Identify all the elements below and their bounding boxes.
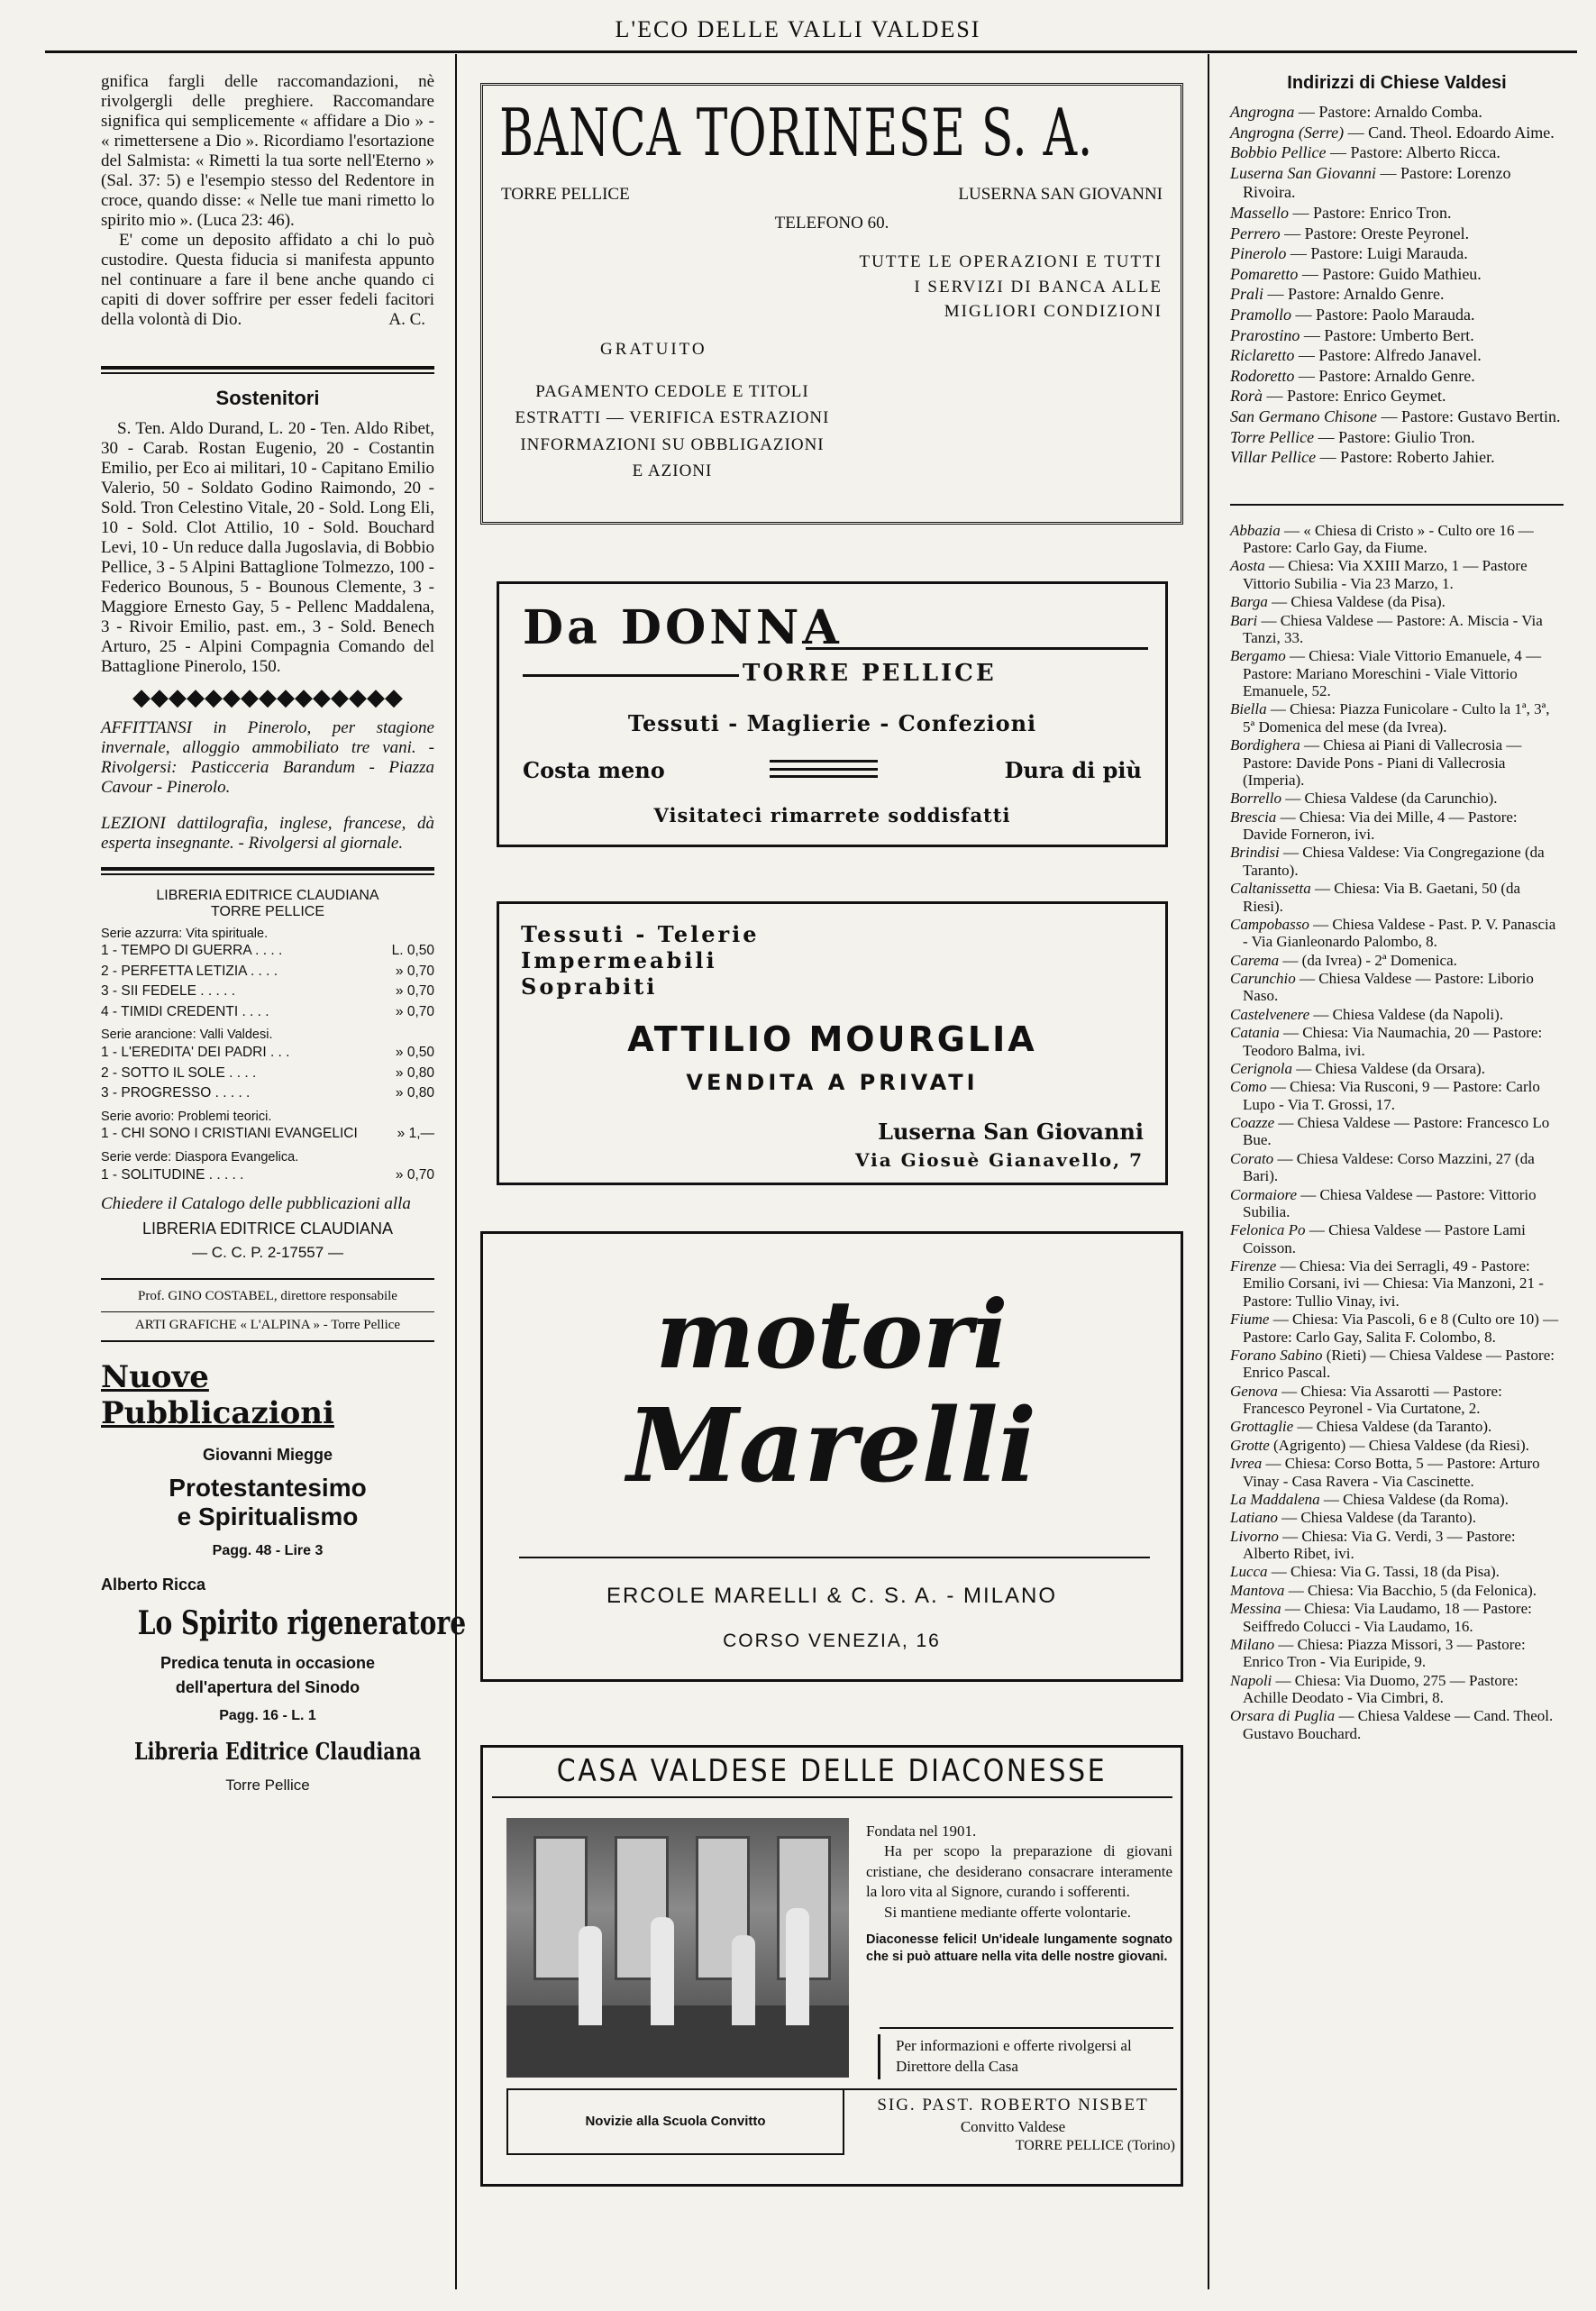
church-town: Luserna San Giovanni — [1230, 163, 1376, 182]
diaconesse-ad — [480, 1745, 1183, 2187]
church-address — [1230, 1672, 1564, 1707]
banca-phone: TELEFONO 60. — [774, 214, 889, 233]
pub1-title-2: e Spiritualismo — [177, 1503, 359, 1531]
church-address — [1230, 1491, 1564, 1508]
church-address — [1230, 1150, 1564, 1185]
photo-caption-box — [506, 2088, 844, 2155]
diaconesse-director: SIG. PAST. ROBERTO NISBET Convitto Valdese TORRE PELLICE (Torino) — [877, 2096, 1175, 2153]
church-address — [1230, 700, 1564, 735]
church-town: Carema — [1230, 951, 1280, 969]
rule — [101, 1278, 434, 1280]
book-price: » 0,50 — [395, 1045, 434, 1061]
church-town: Mantova — [1230, 1581, 1285, 1599]
donna-right: Dura di più — [1004, 757, 1142, 783]
marelli-address: CORSO VENEZIA, 16 — [723, 1630, 941, 1651]
church-town: Perrero — [1230, 224, 1281, 242]
arti-grafiche-line: ARTI GRAFICHE « L'ALPINA » - Torre Pellice — [134, 1318, 401, 1333]
church-town: Orsara di Puglia — [1230, 1707, 1336, 1725]
church-address — [1230, 1078, 1564, 1113]
ccp-number: — C. C. P. 2-17557 — — [192, 1243, 343, 1261]
sostenitori-list: S. Ten. Aldo Durand, L. 20 - Ten. Aldo Ribet, 30 - Carab. Rostan Eugenio, 20 - Costantin Emilio, per Eco ai militari, 10 - Capitano Emilio Valerio, 50 - Soldato Godino Raimondo, 20 - Sold. Tron Celestino Vitale, 20 - Sold. Long Eli, 10 - Sold. Clot Attilio, 10 - Sold. Bouchard Levi, 10 - Un reduce dalla Jugoslavia, di Bobbio Pellice, 3 - 5 Alpini Battaglione Tolmezzo, 100 - Federico Bounous, 5 - Bounous Clemente, 3 - Maggiore Ernesto Gay, 5 - Pellenc Maddalena, 3 - Rivoir Emilio, past. em., 3 - Sold. Benech Arturo, 25 - Alpini Compagnia Comando del Battaglione Pinerolo, 150. — [101, 418, 434, 677]
church-town: Angrogna (Serre) — [1230, 123, 1345, 142]
pub2-pages: Pagg. 16 - L. 1 — [219, 1707, 316, 1723]
church-town: Cormaiore — [1230, 1185, 1297, 1203]
church-town: Fiume — [1230, 1311, 1270, 1329]
church-address — [1230, 103, 1564, 123]
rule — [523, 674, 739, 677]
book-title: 1 - SOLITUDINE . . . . . — [101, 1166, 244, 1183]
donna-slogan: Visitateci rimarrete soddisfatti — [653, 804, 1011, 827]
church-address — [1230, 1582, 1564, 1599]
church-address — [1230, 143, 1564, 163]
church-details: — Chiesa Valdese — Cand. Theol. Gustavo Bouchard. — [1243, 1707, 1554, 1742]
banca-list: PAGAMENTO CEDOLE E TITOLI ESTRATTI — VERIFICA ESTRAZIONI INFORMAZIONI SU OBBLIGAZIONI E AZIONI — [515, 382, 830, 481]
book-title: 1 - CHI SONO I CRISTIANI EVANGELICI — [101, 1126, 358, 1142]
church-address — [1230, 123, 1564, 143]
church-town: Forano Sabino — [1230, 1346, 1323, 1364]
church-details: — Pastore: Alfredo Janavel. — [1294, 346, 1482, 365]
church-town: Pinerolo — [1230, 244, 1287, 263]
church-address — [1230, 1509, 1564, 1526]
church-details: — Chiesa: Via Rusconi, 9 — Pastore: Carlo Lupo - Via T. Grossi, 17. — [1243, 1078, 1540, 1113]
church-details: (Agrigento) — Chiesa Valdese (da Riesi). — [1269, 1436, 1529, 1454]
donna-name: Da DONNA — [523, 600, 843, 655]
book-price: » 1,— — [397, 1126, 434, 1142]
church-address — [1230, 844, 1564, 879]
church-details: — Chiesa: Via Assarotti — Pastore: Francesco Peyronel - Via Curtatone, 2. — [1243, 1382, 1502, 1418]
intro-signature: A. C. — [388, 310, 425, 330]
church-address — [1230, 326, 1564, 346]
church-town: Milano — [1230, 1635, 1275, 1653]
affittansi-notice: AFFITTANSI in Pinerolo, per stagione invernale, alloggio ammobiliato tre vani. - Rivolgersi: Pasticceria Barandum - Piazza Cavour - Pinerolo. — [101, 718, 434, 798]
rule — [101, 1311, 434, 1312]
church-address — [1230, 387, 1564, 406]
church-details: — Pastore: Roberto Jahier. — [1316, 448, 1495, 467]
book-title: 4 - TIMIDI CREDENTI . . . . — [101, 1003, 269, 1019]
church-town: Ivrea — [1230, 1455, 1263, 1473]
church-details: — Pastore: Arnaldo Genre. — [1294, 366, 1475, 385]
church-address — [1230, 970, 1564, 1005]
church-details: — Chiesa: Via dei Serragli, 49 - Pastore: Emilio Corsani, ivi — Chiesa: Via Manzoni, 21 - Pastore: Tullio Vinay, ivi. — [1243, 1257, 1544, 1310]
church-address — [1230, 306, 1564, 325]
church-town: Villar Pellice — [1230, 448, 1317, 467]
church-town: Prarostino — [1230, 325, 1300, 344]
church-address — [1230, 1347, 1564, 1382]
book-title: 3 - PROGRESSO . . . . . — [101, 1085, 251, 1101]
church-details: (Rieti) — Chiesa Valdese — Pastore: Enrico Pascal. — [1243, 1346, 1555, 1382]
church-town: Rorà — [1230, 387, 1263, 406]
pub1-author: Giovanni Miegge — [202, 1446, 333, 1465]
chiese-title: Indirizzi di Chiese Valdesi — [1287, 73, 1507, 93]
church-address — [1230, 1707, 1564, 1742]
chiese-italia-list — [1230, 522, 1564, 1743]
church-details: — Pastore: Enrico Geymet. — [1263, 387, 1446, 406]
church-address — [1230, 367, 1564, 387]
pub1-pages: Pagg. 48 - Lire 3 — [212, 1542, 324, 1558]
church-town: Aosta — [1230, 557, 1265, 575]
church-town: Lucca — [1230, 1563, 1268, 1581]
column-divider-left — [455, 54, 457, 2289]
church-details: — Chiesa Valdese — Pastore: Francesco Lo Bue. — [1243, 1114, 1550, 1149]
church-details: — Chiesa Valdese — Pastore: Liborio Naso. — [1243, 970, 1534, 1005]
church-details: — Chiesa Valdese: Corso Mazzini, 27 (da Bari). — [1243, 1149, 1535, 1185]
libreria-title: LIBRERIA EDITRICE CLAUDIANA — [156, 887, 379, 903]
church-address — [1230, 916, 1564, 951]
church-address — [1230, 1114, 1564, 1149]
church-details: — Chiesa: Via dei Mille, 4 — Pastore: Davide Forneron, ivi. — [1243, 808, 1518, 844]
church-town: Firenze — [1230, 1257, 1277, 1275]
church-town: Corato — [1230, 1149, 1274, 1167]
church-town: Bergamo — [1230, 647, 1286, 665]
diaconesse-slogan: Diaconesse felici! Un'ideale lungamente sognato che si può attuare nella vita delle nostre giovani. — [866, 1932, 1172, 1965]
church-address — [1230, 612, 1564, 647]
banca-city-1: TORRE PELLICE — [501, 185, 630, 204]
church-details: — Chiesa: Via Pascoli, 6 e 8 (Culto ore 10) — Pastore: Carlo Gay, Salita F. Colombo, 8. — [1243, 1311, 1559, 1346]
church-address — [1230, 1383, 1564, 1418]
column-divider-right — [1208, 54, 1209, 2289]
church-town: Barga — [1230, 593, 1268, 611]
banca-name: BANCA TORINESE S. A. — [499, 95, 1094, 170]
church-address — [1230, 647, 1564, 699]
church-address — [1230, 557, 1564, 592]
church-town: Castelvenere — [1230, 1005, 1310, 1023]
church-details: — Pastore: Oreste Peyronel. — [1280, 224, 1470, 242]
rule — [519, 1557, 1150, 1558]
church-address — [1230, 1600, 1564, 1635]
marelli-line-1: motori — [655, 1279, 1008, 1390]
church-town: Abbazia — [1230, 521, 1281, 539]
church-details: — Chiesa Valdese - Past. P. V. Panascia - Via Gianleonardo Palombo, 8. — [1243, 915, 1556, 951]
chiese-valli-list — [1230, 103, 1564, 468]
church-details: — Chiesa: Piazza Missori, 3 — Pastore: Enrico Tron - Via Euripide, 9. — [1243, 1635, 1526, 1671]
church-address — [1230, 224, 1564, 244]
church-town: Pramollo — [1230, 305, 1292, 324]
diaconesse-title: CASA VALDESE DELLE DIACONESSE — [556, 1753, 1108, 1789]
church-details: — Chiesa Valdese (da Pisa). — [1267, 593, 1446, 611]
church-details: — Pastore: Luigi Marauda. — [1286, 244, 1468, 263]
church-town: Messina — [1230, 1600, 1281, 1618]
church-town: Felonica Po — [1230, 1221, 1306, 1239]
lezioni-notice: LEZIONI dattilografia, inglese, francese, dà esperta insegnante. - Rivolgersi al giornale. — [101, 814, 434, 854]
church-details: — (da Ivrea) - 2ª Domenica. — [1279, 951, 1457, 969]
donna-goods: Tessuti - Maglierie - Confezioni — [627, 710, 1037, 736]
church-address — [1230, 448, 1564, 468]
diaconesse-founded: Fondata nel 1901. — [866, 1822, 977, 1840]
banca-services: TUTTE LE OPERAZIONI E TUTTI I SERVIZI DI BANCA ALLE MIGLIORI CONDIZIONI — [859, 252, 1163, 322]
mourglia-goods: Tessuti - Telerie Impermeabili Soprabiti — [521, 921, 760, 1000]
church-details: — Chiesa Valdese — Pastore: Vittorio Subilia. — [1243, 1185, 1537, 1220]
church-details: — Pastore: Paolo Marauda. — [1291, 305, 1475, 324]
series-label: Serie arancione: Valli Valdesi. — [101, 1028, 273, 1043]
direttore-line: Prof. GINO COSTABEL, direttore responsabile — [138, 1288, 397, 1303]
church-details: — Pastore: Alberto Ricca. — [1326, 143, 1500, 162]
church-details: — Pastore: Giulio Tron. — [1314, 427, 1475, 446]
rule — [492, 1796, 1172, 1798]
rule — [101, 1340, 434, 1342]
pub-place: Torre Pellice — [225, 1777, 310, 1795]
libreria-place: TORRE PELLICE — [211, 904, 324, 920]
church-town: Brindisi — [1230, 844, 1280, 862]
nuove-pubblicazioni-title: Nuove Pubblicazioni — [101, 1359, 334, 1431]
church-details: — Pastore: Gustavo Bertin. — [1377, 406, 1561, 425]
church-details: — Chiesa Valdese: Via Congregazione (da Taranto). — [1243, 844, 1545, 879]
church-details: — Chiesa Valdese (da Carunchio). — [1281, 790, 1498, 808]
church-details: — Chiesa Valdese (da Taranto). — [1277, 1509, 1476, 1527]
pub2-title: Lo Spirito rigeneratore — [137, 1604, 467, 1643]
book-title: 2 - SOTTO IL SOLE . . . . — [101, 1064, 257, 1081]
church-town: Bari — [1230, 611, 1258, 629]
church-address — [1230, 522, 1564, 557]
book-price: » 0,80 — [395, 1085, 434, 1101]
church-details: — Chiesa: Via G. Verdi, 3 — Pastore: Alberto Ribet, ivi. — [1243, 1527, 1516, 1563]
section-rule — [101, 867, 434, 875]
book-title: 1 - L'EREDITA' DEI PADRI . . . — [101, 1045, 290, 1061]
church-address — [1230, 407, 1564, 427]
church-town: Bordighera — [1230, 736, 1300, 754]
church-town: Rodoretto — [1230, 366, 1295, 385]
church-details: — Cand. Theol. Edoardo Aime. — [1344, 123, 1555, 142]
rule — [770, 760, 878, 778]
novizie-photo — [506, 1818, 849, 2078]
church-details: — Chiesa Valdese — Pastore: A. Miscia - Via Tanzi, 33. — [1243, 611, 1543, 646]
diamond-divider: ◆◆◆◆◆◆◆◆◆◆◆◆◆◆◆ — [132, 686, 403, 710]
church-address — [1230, 1418, 1564, 1435]
mourglia-ad — [497, 901, 1168, 1185]
church-address — [1230, 1437, 1564, 1454]
church-details: — Pastore: Umberto Bert. — [1300, 325, 1474, 344]
church-details: — Chiesa: Via Bacchio, 5 (da Felonica). — [1284, 1581, 1537, 1599]
book-price: » 0,70 — [395, 963, 434, 979]
da-donna-ad — [497, 581, 1168, 847]
church-address — [1230, 1186, 1564, 1221]
church-address — [1230, 1455, 1564, 1490]
book-row — [101, 1002, 434, 1022]
church-address — [1230, 204, 1564, 224]
church-town: Latiano — [1230, 1509, 1278, 1527]
book-row — [101, 982, 434, 1001]
church-town: Grotte — [1230, 1436, 1270, 1454]
marelli-ad — [480, 1231, 1183, 1682]
book-row — [101, 941, 434, 961]
church-address — [1230, 1528, 1564, 1563]
photo-caption: Novizie alla Scuola Convitto — [585, 2114, 766, 2129]
church-town: Como — [1230, 1078, 1267, 1096]
church-address — [1230, 808, 1564, 844]
church-town: Brescia — [1230, 808, 1277, 826]
book-title: 1 - TEMPO DI GUERRA . . . . — [101, 943, 283, 959]
left-column — [101, 72, 467, 1795]
pub-publisher: Libreria Editrice Claudiana — [134, 1739, 422, 1767]
book-price: » 0,70 — [395, 1003, 434, 1019]
church-address — [1230, 1060, 1564, 1077]
book-title: 2 - PERFETTA LETIZIA . . . . — [101, 963, 278, 979]
church-town: Campobasso — [1230, 915, 1309, 933]
church-details: — Pastore: Lorenzo Rivoira. — [1243, 163, 1511, 202]
church-address — [1230, 952, 1564, 969]
church-town: Genova — [1230, 1382, 1278, 1400]
sostenitori-title: Sostenitori — [215, 387, 320, 410]
church-town: Riclaretto — [1230, 346, 1295, 365]
pub2-desc-1: Predica tenuta in occasione — [160, 1653, 376, 1672]
church-town: Grottaglie — [1230, 1418, 1294, 1436]
church-address — [1230, 1006, 1564, 1023]
church-address — [1230, 880, 1564, 915]
church-details: — « Chiesa di Cristo » - Culto ore 16 — Pastore: Carlo Gay, da Fiume. — [1243, 521, 1534, 557]
church-town: Carunchio — [1230, 970, 1296, 988]
rule — [878, 2034, 880, 2079]
church-town: Torre Pellice — [1230, 427, 1315, 446]
church-town: Catania — [1230, 1024, 1280, 1042]
church-address — [1230, 265, 1564, 285]
church-details: — Chiesa: Via Laudamo, 18 — Pastore: Seiffredo Colucci - Via Laudamo, 16. — [1243, 1600, 1532, 1635]
book-price: L. 0,50 — [391, 943, 434, 959]
marelli-company: ERCOLE MARELLI & C. S. A. - MILANO — [606, 1584, 1058, 1608]
libreria-name: LIBRERIA EDITRICE CLAUDIANA — [141, 1219, 394, 1238]
book-price: » 0,80 — [395, 1064, 434, 1081]
book-series-list — [101, 927, 434, 1185]
diaconesse-purpose: Ha per scopo la preparazione di giovani cristiane, che desiderano consacrare interamente la loro vita al Signore, curando i sofferenti. — [866, 1842, 1172, 1901]
church-town: Coazze — [1230, 1114, 1275, 1132]
book-price: » 0,70 — [395, 1166, 434, 1183]
donna-place: TORRE PELLICE — [743, 660, 997, 687]
church-details: — Chiesa: Viale Vittorio Emanuele, 4 — Pastore: Mariano Moreschini - Viale Vittorio Emanuele, 52. — [1243, 647, 1542, 700]
church-address — [1230, 346, 1564, 366]
church-town: Livorno — [1230, 1527, 1279, 1545]
intro-paragraph: gnifica fargli delle raccomandazioni, nè rivolgergli delle preghiere. Raccomandare significa qui semplicemente « affidare a Dio » - « rimettersene a Dio ». Ricordiamo l'esortazione del Salmista: « Rimetti la tua sorte nell'Eterno » (Sal. 37: 5) e l'esempio stesso del Redentore in croce, quando disse: « Nelle tue mani rimetto lo spirito mio ». (Luca 23: 46). — [101, 72, 434, 231]
page-header: L'ECO DELLE VALLI VALDESI — [615, 16, 981, 42]
mourglia-city: Luserna San Giovanni — [878, 1119, 1144, 1145]
diaconesse-funding: Si mantiene mediante offerte volontarie. — [884, 1903, 1131, 1921]
church-details: — Pastore: Guido Mathieu. — [1298, 264, 1482, 283]
church-address — [1230, 790, 1564, 807]
series-label: Serie avorio: Problemi teorici. — [101, 1109, 272, 1124]
church-address — [1230, 1311, 1564, 1346]
church-town: Cerignola — [1230, 1059, 1292, 1077]
church-details: — Chiesa: Via Duomo, 275 — Pastore: Achille Deodato - Via Cimbri, 8. — [1243, 1671, 1518, 1707]
catalogo-request: Chiedere il Catalogo delle pubblicazioni alla — [101, 1194, 411, 1214]
rule — [806, 647, 1148, 650]
church-address — [1230, 244, 1564, 264]
church-details: — Pastore: Arnaldo Genre. — [1263, 285, 1445, 304]
right-column — [1230, 72, 1564, 1743]
church-address — [1230, 428, 1564, 448]
church-town: Caltanissetta — [1230, 880, 1311, 898]
book-title: 3 - SII FEDELE . . . . . — [101, 983, 236, 1000]
diaconesse-text — [866, 1822, 1172, 1966]
book-row — [101, 1064, 434, 1083]
church-details: — Pastore: Enrico Tron. — [1289, 203, 1452, 222]
church-details: — Chiesa Valdese (da Orsara). — [1291, 1059, 1485, 1077]
church-address — [1230, 1221, 1564, 1256]
church-details: — Chiesa: Via G. Tassi, 18 (da Pisa). — [1267, 1563, 1500, 1581]
church-details: — Chiesa Valdese (da Taranto). — [1293, 1418, 1492, 1436]
church-address — [1230, 593, 1564, 610]
church-town: Napoli — [1230, 1671, 1272, 1689]
church-details: — Chiesa: Piazza Funicolare - Culto la 1ª, 3ª, 5ª Domenica del mese (da Ivrea). — [1243, 700, 1550, 735]
banca-torinese-ad — [480, 83, 1183, 525]
church-details: — Chiesa: Via B. Gaetani, 50 (da Riesi). — [1243, 880, 1521, 915]
banca-city-2: LUSERNA SAN GIOVANNI — [958, 185, 1163, 204]
church-details: — Chiesa Valdese (da Roma). — [1319, 1490, 1509, 1508]
church-details: — Chiesa: Corso Botta, 5 — Pastore: Arturo Vinay - Casa Ravera - Via Cascinette. — [1243, 1455, 1540, 1490]
church-address — [1230, 736, 1564, 789]
rule — [1230, 504, 1564, 506]
church-details: — Chiesa: Via XXIII Marzo, 1 — Pastore Vittorio Subilia - Via 23 Marzo, 1. — [1243, 557, 1528, 592]
book-row — [101, 1165, 434, 1185]
book-row — [101, 1124, 434, 1144]
church-address — [1230, 1024, 1564, 1059]
church-address — [1230, 1257, 1564, 1310]
church-town: Pomaretto — [1230, 264, 1299, 283]
church-town: Borrello — [1230, 790, 1281, 808]
church-town: Massello — [1230, 203, 1289, 222]
church-address — [1230, 285, 1564, 305]
church-town: San Germano Chisone — [1230, 406, 1377, 425]
church-town: Bobbio Pellice — [1230, 143, 1327, 162]
rule — [816, 2088, 1177, 2090]
church-town: Angrogna — [1230, 103, 1295, 121]
diaconesse-info: Per informazioni e offerte rivolgersi al Direttore della Casa — [896, 2037, 1132, 2075]
church-address — [1230, 164, 1564, 203]
intro-paragraph-2: E' come un deposito affidato a chi lo può custodire. Questa fiducia si manifesta appunto nel continuare a fare il bene anche quando ci capiti di dover soffrire per esser fedeli facitori della volontà di Dio. A. C. — [101, 231, 434, 330]
section-rule — [101, 366, 434, 374]
book-row — [101, 1083, 434, 1103]
church-details: — Pastore: Arnaldo Comba. — [1294, 103, 1482, 121]
book-row — [101, 962, 434, 982]
pub1-title-1: Protestantesimo — [169, 1474, 367, 1503]
donna-left: Costa meno — [523, 757, 665, 783]
header-rule — [45, 50, 1577, 53]
church-address — [1230, 1563, 1564, 1580]
rule — [880, 2027, 1173, 2029]
mourglia-name: ATTILIO MOURGLIA — [627, 1019, 1037, 1059]
series-label: Serie azzurra: Vita spirituale. — [101, 926, 269, 941]
church-address — [1230, 1636, 1564, 1671]
pub2-author: Alberto Ricca — [101, 1576, 206, 1594]
marelli-line-2: Marelli — [626, 1387, 1037, 1505]
church-details: — Chiesa: Via Naumachia, 20 — Pastore: Teodoro Balma, ivi. — [1243, 1024, 1543, 1059]
church-details: — Chiesa Valdese (da Napoli). — [1309, 1005, 1504, 1023]
mourglia-address: Via Giosuè Gianavello, 7 — [854, 1149, 1144, 1171]
church-details: — Chiesa Valdese — Pastore Lami Coisson. — [1243, 1221, 1526, 1256]
pub2-desc-2: dell'apertura del Sinodo — [175, 1677, 360, 1696]
series-label: Serie verde: Diaspora Evangelica. — [101, 1149, 299, 1165]
church-town: Prali — [1230, 285, 1264, 304]
banca-gratuito: GRATUITO — [600, 340, 707, 359]
mourglia-sub: VENDITA A PRIVATI — [686, 1070, 979, 1095]
book-row — [101, 1043, 434, 1063]
church-town: La Maddalena — [1230, 1490, 1320, 1508]
church-town: Biella — [1230, 700, 1267, 718]
book-price: » 0,70 — [395, 983, 434, 1000]
church-details: — Chiesa ai Piani di Vallecrosia — Pastore: Davide Pons - Piani di Vallecrosia (Imperia). — [1243, 736, 1522, 789]
